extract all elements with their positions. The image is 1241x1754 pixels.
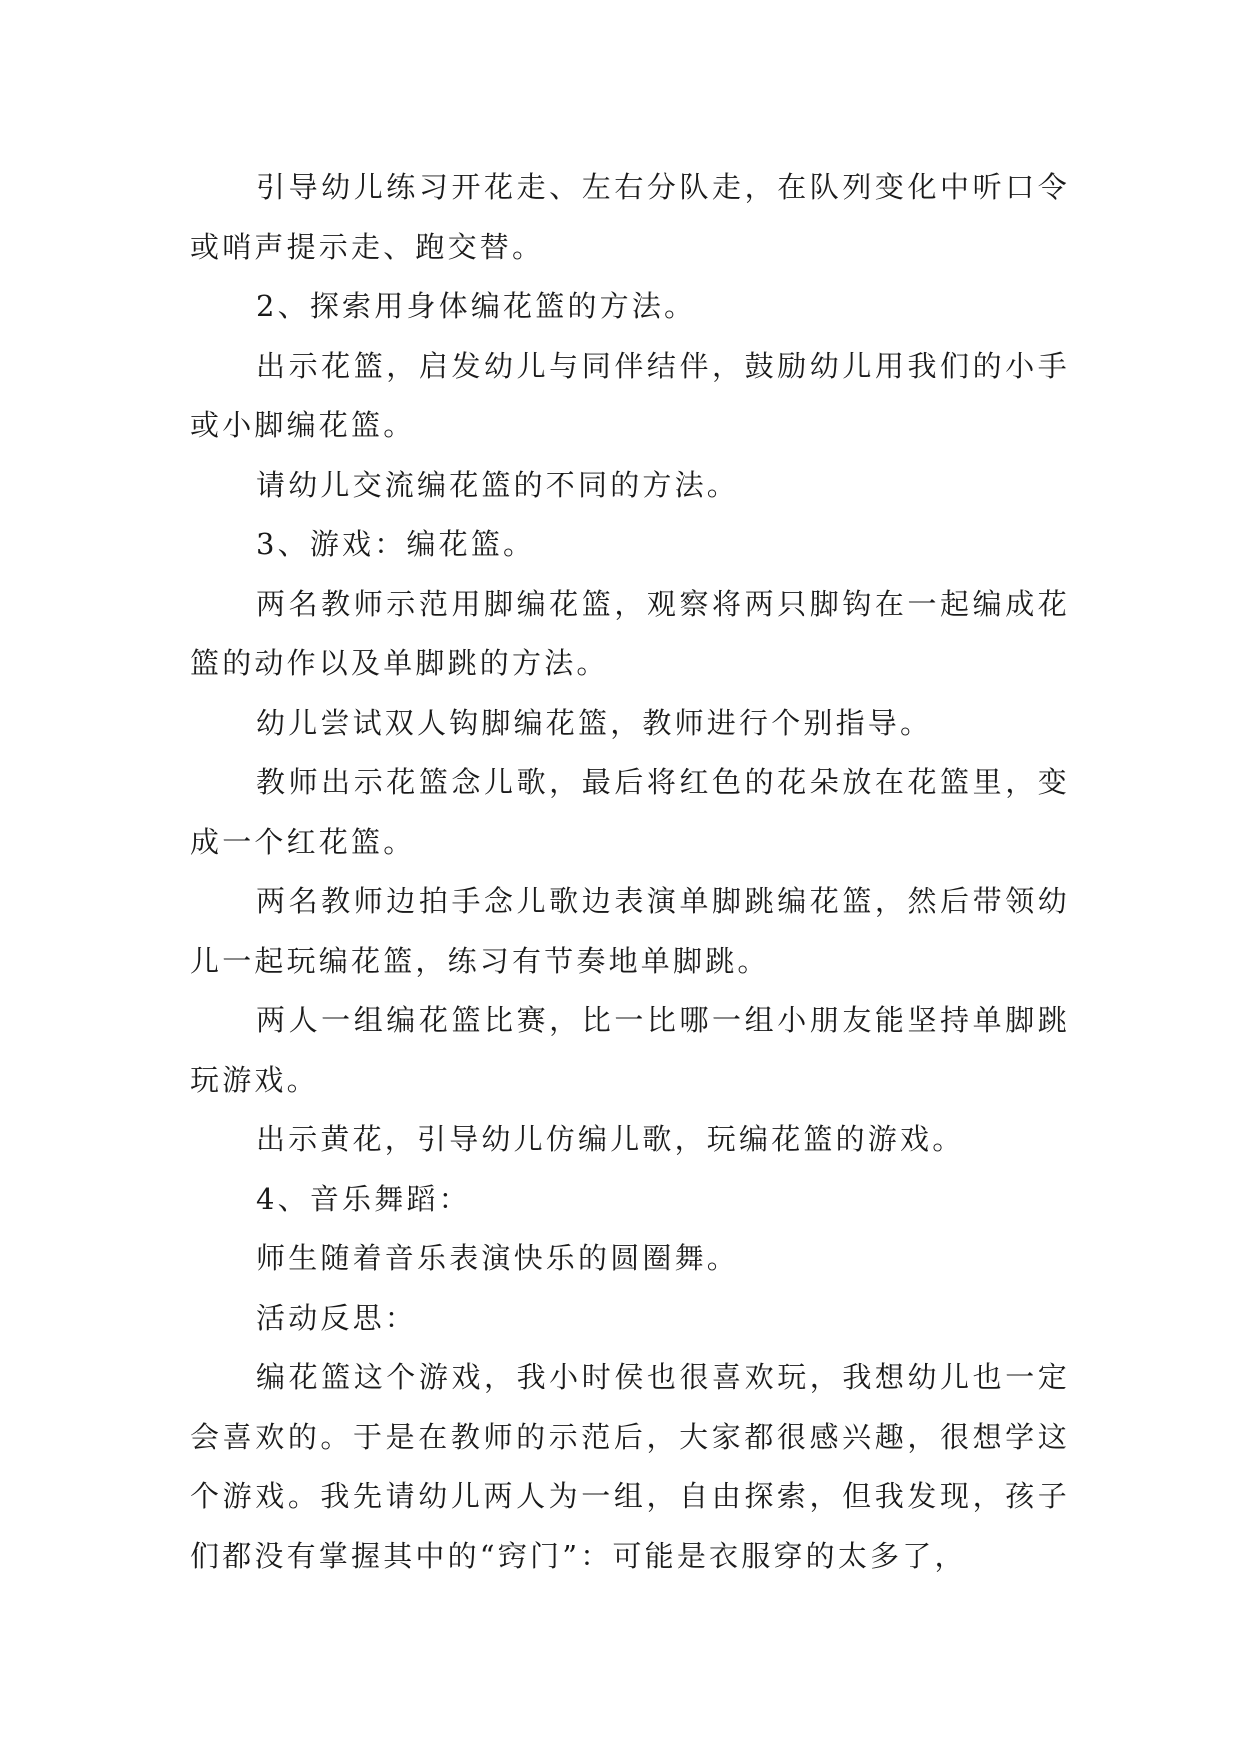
paragraph-8: 教师出示花篮念儿歌，最后将红色的花朵放在花篮里，变成一个红花篮。 [190, 765, 1070, 859]
paragraph-9: 两名教师边拍手念儿歌边表演单脚跳编花篮，然后带领幼儿一起玩编花篮，练习有节奏地单脚跳。 [190, 884, 1070, 978]
paragraph-14: 活动反思： [256, 1300, 418, 1335]
paragraph-2: 2、探索用身体编花篮的方法。 [256, 289, 697, 323]
paragraph-4: 请幼儿交流编花篮的不同的方法。 [256, 467, 740, 502]
paragraph-12: 4、音乐舞蹈： [256, 1181, 471, 1216]
paragraph-7: 幼儿尝试双人钩脚编花篮，教师进行个别指导。 [256, 705, 933, 740]
paragraph-1: 引导幼儿练习开花走、左右分队走，在队列变化中听口令或哨声提示走、跑交替。 [190, 170, 1070, 264]
paragraph-15: 编花篮这个游戏，我小时侯也很喜欢玩，我想幼儿也一定会喜欢的。于是在教师的示范后，大家都很感兴趣，很想学这个游戏。我先请幼儿两人为一组，自由探索，但我发现，孩子们都没有掌握其中的“窍门”：可能是衣服穿的太多了， [190, 1360, 1070, 1573]
paragraph-11: 出示黄花，引导幼儿仿编儿歌，玩编花篮的游戏。 [256, 1122, 965, 1156]
paragraph-3: 出示花篮，启发幼儿与同伴结伴，鼓励幼儿用我们的小手或小脚编花篮。 [190, 348, 1070, 442]
paragraph-5: 3、游戏：编花篮。 [256, 527, 536, 561]
paragraph-10: 两人一组编花篮比赛，比一比哪一组小朋友能坚持单脚跳玩游戏。 [190, 1003, 1070, 1097]
paragraph-13: 师生随着音乐表演快乐的圆圈舞。 [256, 1241, 740, 1275]
paragraph-6: 两名教师示范用脚编花篮，观察将两只脚钩在一起编成花篮的动作以及单脚跳的方法。 [190, 586, 1070, 680]
document-body [190, 158, 1070, 1586]
